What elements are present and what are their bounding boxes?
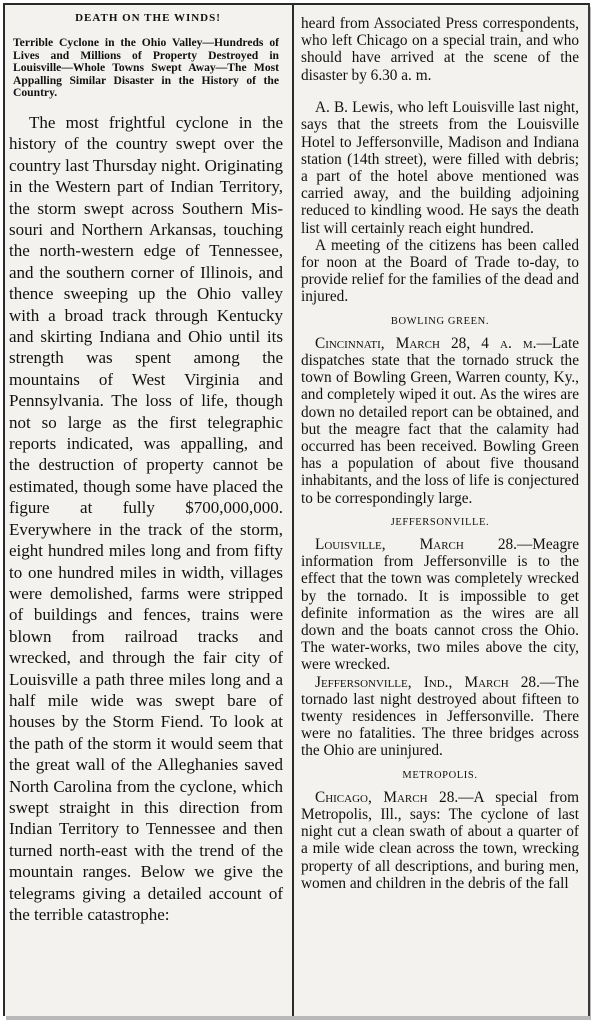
- column-rule: [292, 5, 294, 1016]
- left-column: [9, 5, 287, 925]
- louisville-paragraph: [301, 536, 579, 674]
- cincinnati-text: —Late dispatches state that the tornado struck the town of Bowling Green, Warren county, Ky., and completely wiped it out. As the wires are down no detailed report can be obtained, and but the meagre fact that the calamity had occurred has been received. Bowling Green has a population of about five thousand inhabitants, and the loss of life is conjectured to be correspondingly large.: [301, 334, 579, 507]
- chicago-text: —A special from Metropolis, Ill., says: The cyclone of last night cut a clean swath of about a quarter of a mile wide clean across the town, wrecking property of all descriptions, and buring men, women and children in the debris of the fall: [301, 788, 579, 892]
- chicago-dateline: Chicago, March 28.: [315, 788, 459, 806]
- cincinnati-dateline: Cincinnati, March 28, 4 a. m.: [315, 334, 537, 352]
- subhead-metropolis: METROPOLIS.: [402, 769, 478, 781]
- headline: DEATH ON THE WINDS!: [75, 12, 221, 24]
- continued-paragraph: heard from Associated Press correspondents, who left Chicago on a special train, and who should have arrived at the scene of the disaster by 6.30 a. m.: [301, 15, 579, 84]
- chicago-paragraph: [301, 789, 579, 892]
- right-column: [301, 5, 579, 892]
- lewis-paragraph: A. B. Lewis, who left Louisville last night, says that the streets from the Louisville Hotel to Jeffersonville, Madison and Indiana station (14th street), were filled with debris; a part of the hotel above mentioned was carried away, and the building adjoining reduced to kindling wood. He says the death list will certainly reach eight hundred.: [301, 99, 579, 237]
- louisville-text: —Meagre information from Jeffersonville is to the effect that the town was completely wrecked by the tornado. It is impossible to get definite information as the wires are all down and the boats cannot cross the Ohio. The water-works, two miles above the city, were wrecked.: [301, 535, 579, 674]
- meeting-paragraph: A meeting of the citizens has been called for noon at the Board of Trade to-day, to provide relief for the families of the dead and injured.: [301, 236, 579, 306]
- lead-paragraph: The most frightful cyclone in the history of the country swept over the country last Thursday night. Originating in the Western part of Indian Territory, the storm swept across Southern Missouri and Northern Arkansas, touching the north-western edge of Tennessee, and the southern corner of Illinois, and thence sweeping up the Ohio valley with a broad track through Kentucky and skirting Indiana and Ohio until its strength was spent among the mountains of West Virginia and Pennsylvania. The loss of life, though not so large as the first telegraphic reports indicated, was appalling, and the destruction of property cannot be estimated, though some have placed the figure at fully $700,000,000. Everywhere in the track of the storm, eight hundred miles long and from fifty to one hundred miles in width, villages were demolished, farms were stripped of buildings and fences, trains were blown from railroad tracks and wrecked, and through the fair city of Louisville a path three miles long and a half mile wide was swept bare of houses by the Storm Fiend. To look at the path of the storm it would seem that the great wall of the Alleghanies saved North Carolina from the cyclone, which swept straight in this direction from Indian Territory to Tennessee and then turned north-east with the trend of the mountain ranges. Below we give the telegrams giving a detailed account of the terrible catastrophe:: [9, 112, 284, 924]
- subhead-jeffersonville: JEFFERSONVILLE.: [390, 516, 490, 528]
- newspaper-clipping: [3, 3, 590, 1016]
- jeffersonville-text: —The tornado last night destroyed about fifteen to twenty residences in Jeffersonville. There were no fatalities. The three bridges across the Ohio are uninjured.: [301, 673, 579, 760]
- cincinnati-paragraph: [301, 335, 579, 507]
- louisville-dateline: Louisville, March 28.: [315, 535, 517, 553]
- subhead-bowling-green: BOWLING GREEN.: [390, 315, 490, 327]
- jeffersonville-paragraph: [301, 674, 579, 760]
- jeffersonville-dateline: Jeffersonville, Ind., March 28.: [315, 673, 540, 691]
- deck-subheadline: Terrible Cyclone in the Ohio Valley—Hundreds of Lives and Millions of Property Destroyed in Louisville—Whole Towns Swept Away—The Most Appalling Similar Disaster in the History of the Country.: [13, 36, 279, 100]
